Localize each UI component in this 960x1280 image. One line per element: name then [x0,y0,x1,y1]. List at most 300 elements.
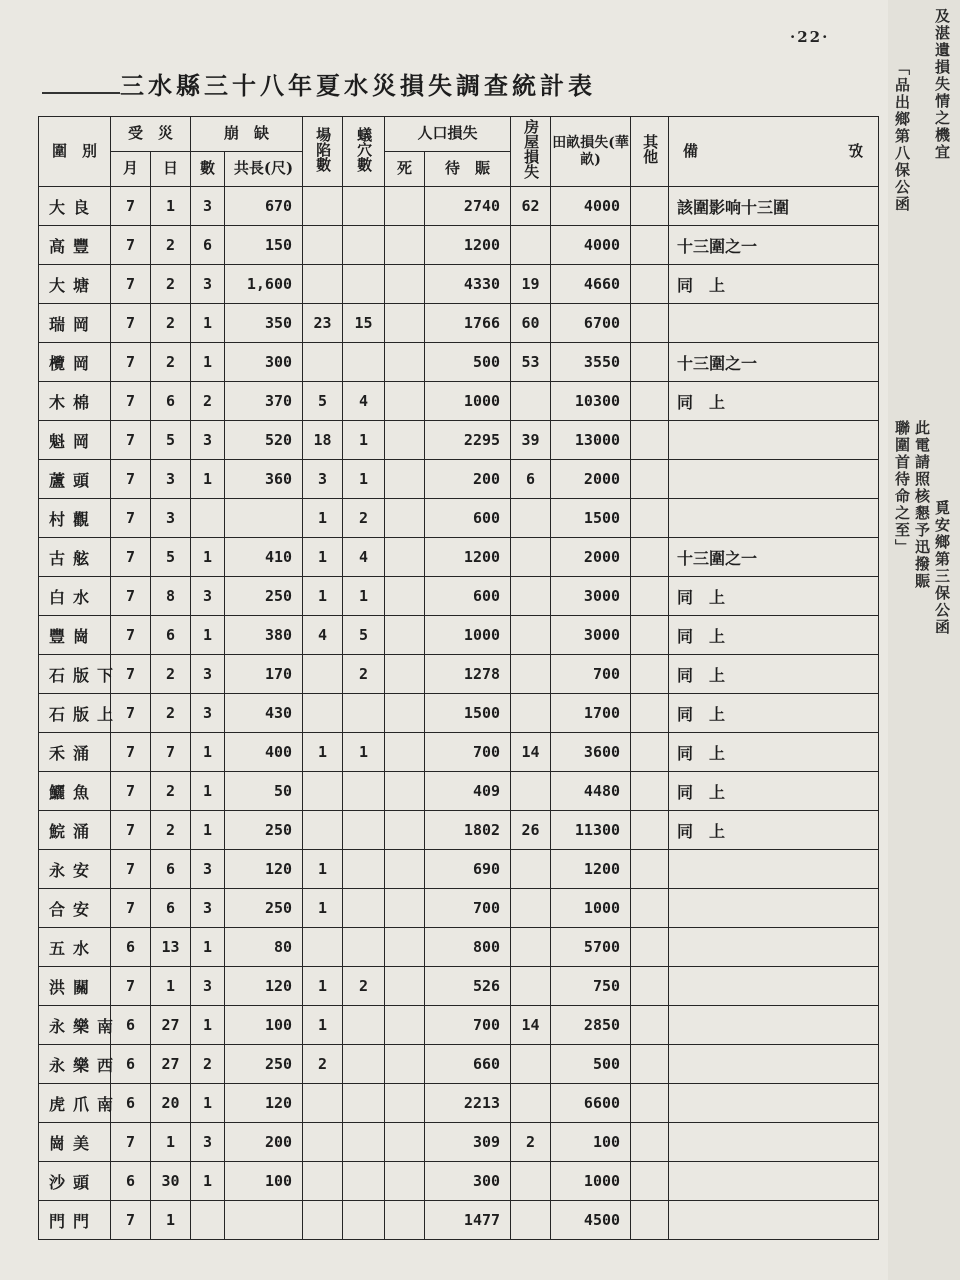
row-ant-holes-cell [343,1084,385,1123]
row-farmland-cell: 4000 [551,187,631,226]
row-region-cell: 高豐 [39,226,111,265]
row-collapse-cell [303,1123,343,1162]
row-dead-cell [385,577,425,616]
table-body [39,187,879,1240]
row-breach-length-cell: 300 [225,343,303,382]
row-ant-holes-cell: 4 [343,382,385,421]
row-house-cell [511,655,551,694]
row-relief-cell: 1200 [425,538,511,577]
table-row [39,772,879,811]
table-row [39,694,879,733]
row-house-cell [511,382,551,421]
row-month-cell: 7 [111,1201,151,1240]
row-month-cell: 7 [111,889,151,928]
row-month-cell: 6 [111,1084,151,1123]
row-ant-holes-cell [343,694,385,733]
row-region-cell: 豐崗 [39,616,111,655]
row-dead-cell [385,304,425,343]
row-remark-cell [669,928,879,967]
row-dead-cell [385,811,425,850]
row-farmland-cell: 3000 [551,616,631,655]
row-house-cell: 2 [511,1123,551,1162]
row-ant-holes-cell: 1 [343,421,385,460]
row-month-cell: 7 [111,265,151,304]
row-ant-holes-cell [343,343,385,382]
row-breach-count-cell: 3 [191,967,225,1006]
row-house-cell [511,1201,551,1240]
row-dead-cell [385,733,425,772]
row-region-cell: 蘆頭 [39,460,111,499]
row-collapse-cell [303,811,343,850]
row-remark-cell [669,889,879,928]
row-other-cell [631,187,669,226]
row-region-cell: 虎爪南 [39,1084,111,1123]
row-farmland-cell: 2000 [551,460,631,499]
row-ant-holes-cell: 1 [343,733,385,772]
row-breach-length-cell: 380 [225,616,303,655]
table-row [39,1006,879,1045]
row-day-cell: 7 [151,733,191,772]
row-breach-count-cell: 3 [191,1123,225,1162]
row-month-cell: 7 [111,421,151,460]
row-relief-cell: 2295 [425,421,511,460]
row-day-cell: 2 [151,655,191,694]
table-row [39,733,879,772]
facing-page-line: 覓安鄉第三保公函 [933,500,951,636]
row-remark-cell: 同 上 [669,733,879,772]
header-people-group: 人口損失 [385,117,511,152]
title-rule [42,92,120,94]
row-other-cell [631,1084,669,1123]
row-breach-length-cell: 250 [225,1045,303,1084]
table-row [39,343,879,382]
row-collapse-cell: 1 [303,499,343,538]
row-farmland-cell: 6700 [551,304,631,343]
table-row [39,265,879,304]
row-other-cell [631,304,669,343]
row-dead-cell [385,187,425,226]
row-dead-cell [385,1006,425,1045]
row-remark-cell [669,1045,879,1084]
row-collapse-cell [303,1084,343,1123]
row-house-cell [511,694,551,733]
row-collapse-cell [303,343,343,382]
row-breach-length-cell: 120 [225,967,303,1006]
row-breach-count-cell [191,1201,225,1240]
table-row [39,382,879,421]
header-row-1 [39,117,879,152]
row-breach-count-cell: 6 [191,226,225,265]
row-remark-cell: 同 上 [669,616,879,655]
header-breach-length: 共長(尺) [225,152,303,187]
row-region-cell: 白水 [39,577,111,616]
row-day-cell: 27 [151,1006,191,1045]
row-breach-length-cell: 120 [225,850,303,889]
row-collapse-cell [303,1201,343,1240]
table-row [39,889,879,928]
row-day-cell: 2 [151,304,191,343]
table-row [39,1123,879,1162]
row-remark-cell: 十三圍之一 [669,226,879,265]
row-relief-cell: 700 [425,733,511,772]
row-breach-count-cell [191,499,225,538]
row-other-cell [631,1123,669,1162]
row-dead-cell [385,421,425,460]
row-dead-cell [385,226,425,265]
row-farmland-cell: 1000 [551,889,631,928]
row-breach-length-cell: 430 [225,694,303,733]
table-row [39,577,879,616]
row-breach-count-cell: 3 [191,850,225,889]
row-day-cell: 20 [151,1084,191,1123]
row-ant-holes-cell [343,226,385,265]
table-row [39,226,879,265]
row-ant-holes-cell [343,265,385,304]
row-collapse-cell: 4 [303,616,343,655]
header-collapse: 場陷數 [303,117,343,187]
row-other-cell [631,694,669,733]
row-day-cell: 2 [151,343,191,382]
row-relief-cell: 500 [425,343,511,382]
row-other-cell [631,499,669,538]
row-day-cell: 2 [151,265,191,304]
table-row [39,1201,879,1240]
row-ant-holes-cell [343,850,385,889]
header-remarks: 備 攷 [669,117,879,187]
row-collapse-cell: 1 [303,733,343,772]
row-farmland-cell: 100 [551,1123,631,1162]
row-collapse-cell: 1 [303,538,343,577]
facing-page-line: 此電請照核懇予迅撥賑 [913,420,931,590]
row-day-cell: 2 [151,811,191,850]
row-remark-cell: 該圍影响十三圍 [669,187,879,226]
row-region-cell: 魁岡 [39,421,111,460]
row-ant-holes-cell [343,889,385,928]
row-month-cell: 7 [111,343,151,382]
row-ant-holes-cell: 1 [343,460,385,499]
row-breach-length-cell: 410 [225,538,303,577]
row-remark-cell [669,1162,879,1201]
row-day-cell: 8 [151,577,191,616]
row-house-cell [511,967,551,1006]
row-region-cell: 大良 [39,187,111,226]
row-dead-cell [385,538,425,577]
row-breach-count-cell: 3 [191,694,225,733]
row-dead-cell [385,1045,425,1084]
row-day-cell: 2 [151,226,191,265]
row-ant-holes-cell: 2 [343,655,385,694]
row-month-cell: 7 [111,538,151,577]
table-row [39,1084,879,1123]
row-collapse-cell: 3 [303,460,343,499]
row-month-cell: 7 [111,694,151,733]
row-relief-cell: 800 [425,928,511,967]
table-row [39,811,879,850]
row-other-cell [631,1201,669,1240]
row-house-cell [511,1162,551,1201]
header-month: 月 [111,152,151,187]
row-month-cell: 7 [111,811,151,850]
row-breach-count-cell: 3 [191,421,225,460]
row-collapse-cell: 2 [303,1045,343,1084]
row-other-cell [631,460,669,499]
header-dead: 死 [385,152,425,187]
header-day: 日 [151,152,191,187]
row-dead-cell [385,1162,425,1201]
row-other-cell [631,889,669,928]
row-collapse-cell [303,187,343,226]
row-other-cell [631,1006,669,1045]
row-dead-cell [385,460,425,499]
row-collapse-cell: 1 [303,889,343,928]
row-ant-holes-cell: 2 [343,499,385,538]
row-farmland-cell: 700 [551,655,631,694]
row-farmland-cell: 11300 [551,811,631,850]
row-remark-cell [669,304,879,343]
header-breach-group: 崩 缺 [191,117,303,152]
row-dead-cell [385,382,425,421]
table-row [39,655,879,694]
row-day-cell: 3 [151,499,191,538]
row-ant-holes-cell [343,187,385,226]
row-day-cell: 1 [151,967,191,1006]
row-collapse-cell: 1 [303,850,343,889]
row-day-cell: 6 [151,850,191,889]
row-region-cell: 永安 [39,850,111,889]
row-remark-cell [669,850,879,889]
row-other-cell [631,421,669,460]
row-remark-cell [669,1201,879,1240]
row-collapse-cell [303,928,343,967]
row-collapse-cell [303,226,343,265]
row-month-cell: 7 [111,1123,151,1162]
row-farmland-cell: 5700 [551,928,631,967]
row-collapse-cell: 18 [303,421,343,460]
row-house-cell: 53 [511,343,551,382]
row-region-cell: 瑞岡 [39,304,111,343]
row-relief-cell: 526 [425,967,511,1006]
row-collapse-cell [303,694,343,733]
row-region-cell: 古舷 [39,538,111,577]
row-month-cell: 7 [111,616,151,655]
row-other-cell [631,382,669,421]
row-other-cell [631,772,669,811]
row-region-cell: 洪關 [39,967,111,1006]
row-farmland-cell: 1500 [551,499,631,538]
row-breach-length-cell: 80 [225,928,303,967]
row-breach-length-cell: 120 [225,1084,303,1123]
table-row [39,1045,879,1084]
row-month-cell: 7 [111,577,151,616]
row-farmland-cell: 1000 [551,1162,631,1201]
row-breach-count-cell: 1 [191,1084,225,1123]
row-house-cell [511,928,551,967]
row-farmland-cell: 4480 [551,772,631,811]
row-breach-count-cell: 3 [191,265,225,304]
row-relief-cell: 1000 [425,616,511,655]
row-region-cell: 崗美 [39,1123,111,1162]
row-collapse-cell: 1 [303,1006,343,1045]
facing-page [888,0,960,1280]
row-farmland-cell: 10300 [551,382,631,421]
row-relief-cell: 4330 [425,265,511,304]
table-row [39,538,879,577]
row-month-cell: 7 [111,226,151,265]
row-dead-cell [385,928,425,967]
row-breach-count-cell: 3 [191,577,225,616]
row-ant-holes-cell [343,1162,385,1201]
row-region-cell: 沙頭 [39,1162,111,1201]
row-remark-cell: 同 上 [669,265,879,304]
row-remark-cell: 同 上 [669,655,879,694]
row-house-cell: 60 [511,304,551,343]
row-other-cell [631,967,669,1006]
row-region-cell: 石版下 [39,655,111,694]
row-ant-holes-cell [343,1045,385,1084]
row-other-cell [631,928,669,967]
row-breach-count-cell: 1 [191,343,225,382]
table-row [39,304,879,343]
row-remark-cell: 十三圍之一 [669,343,879,382]
row-breach-length-cell: 150 [225,226,303,265]
row-relief-cell: 600 [425,499,511,538]
row-farmland-cell: 500 [551,1045,631,1084]
row-other-cell [631,655,669,694]
row-region-cell: 鱺魚 [39,772,111,811]
row-farmland-cell: 4500 [551,1201,631,1240]
row-region-cell: 禾涌 [39,733,111,772]
row-month-cell: 6 [111,928,151,967]
row-farmland-cell: 4660 [551,265,631,304]
row-breach-length-cell: 360 [225,460,303,499]
row-farmland-cell: 3000 [551,577,631,616]
row-other-cell [631,733,669,772]
row-house-cell [511,1084,551,1123]
row-house-cell [511,226,551,265]
row-remark-cell [669,1006,879,1045]
row-breach-count-cell: 2 [191,1045,225,1084]
row-ant-holes-cell [343,1123,385,1162]
row-dead-cell [385,1084,425,1123]
row-other-cell [631,616,669,655]
row-breach-length-cell: 250 [225,811,303,850]
row-breach-length-cell: 200 [225,1123,303,1162]
row-breach-count-cell: 1 [191,538,225,577]
row-house-cell: 62 [511,187,551,226]
header-relief: 待 賑 [425,152,511,187]
row-house-cell [511,538,551,577]
row-breach-length-cell: 170 [225,655,303,694]
row-breach-count-cell: 1 [191,1162,225,1201]
row-farmland-cell: 2850 [551,1006,631,1045]
row-remark-cell [669,1084,879,1123]
row-breach-count-cell: 1 [191,733,225,772]
row-month-cell: 7 [111,655,151,694]
facing-page-line: 「品出鄉第八保公函 [893,60,911,213]
row-region-cell: 合安 [39,889,111,928]
row-month-cell: 7 [111,772,151,811]
row-collapse-cell [303,655,343,694]
row-region-cell: 大塘 [39,265,111,304]
row-collapse-cell [303,772,343,811]
row-house-cell: 26 [511,811,551,850]
row-remark-cell [669,421,879,460]
row-breach-length-cell: 100 [225,1162,303,1201]
header-date-group: 受 災 [111,117,191,152]
row-month-cell: 7 [111,460,151,499]
row-ant-holes-cell: 2 [343,967,385,1006]
row-farmland-cell: 3600 [551,733,631,772]
row-other-cell [631,850,669,889]
row-collapse-cell: 5 [303,382,343,421]
row-ant-holes-cell [343,1201,385,1240]
row-farmland-cell: 13000 [551,421,631,460]
row-relief-cell: 600 [425,577,511,616]
row-breach-length-cell: 670 [225,187,303,226]
row-region-cell: 永樂西 [39,1045,111,1084]
row-dead-cell [385,343,425,382]
row-breach-count-cell: 2 [191,382,225,421]
row-day-cell: 27 [151,1045,191,1084]
row-day-cell: 2 [151,772,191,811]
row-dead-cell [385,889,425,928]
row-region-cell: 五水 [39,928,111,967]
row-other-cell [631,265,669,304]
row-farmland-cell: 1200 [551,850,631,889]
row-other-cell [631,343,669,382]
row-month-cell: 7 [111,187,151,226]
row-region-cell: 石版上 [39,694,111,733]
row-breach-count-cell: 3 [191,889,225,928]
row-relief-cell: 1500 [425,694,511,733]
row-dead-cell [385,499,425,538]
row-day-cell: 5 [151,538,191,577]
row-breach-length-cell: 1,600 [225,265,303,304]
row-relief-cell: 1766 [425,304,511,343]
row-breach-count-cell: 3 [191,655,225,694]
row-relief-cell: 1802 [425,811,511,850]
row-month-cell: 6 [111,1162,151,1201]
row-region-cell: 村觀 [39,499,111,538]
row-breach-count-cell: 1 [191,460,225,499]
header-house: 房屋損失 [511,117,551,187]
row-house-cell: 14 [511,1006,551,1045]
row-remark-cell: 同 上 [669,811,879,850]
row-other-cell [631,1162,669,1201]
row-other-cell [631,1045,669,1084]
row-relief-cell: 1278 [425,655,511,694]
row-day-cell: 1 [151,187,191,226]
row-remark-cell: 同 上 [669,382,879,421]
row-ant-holes-cell [343,811,385,850]
row-house-cell [511,850,551,889]
row-breach-length-cell: 250 [225,889,303,928]
row-ant-holes-cell: 4 [343,538,385,577]
table-row [39,928,879,967]
row-breach-length-cell: 520 [225,421,303,460]
row-collapse-cell [303,265,343,304]
row-relief-cell: 409 [425,772,511,811]
row-farmland-cell: 750 [551,967,631,1006]
row-day-cell: 3 [151,460,191,499]
row-remark-cell: 同 上 [669,694,879,733]
row-house-cell [511,772,551,811]
header-region: 圍 別 [39,117,111,187]
row-region-cell: 永樂南 [39,1006,111,1045]
row-farmland-cell: 2000 [551,538,631,577]
flood-loss-table [38,116,879,1240]
row-dead-cell [385,850,425,889]
